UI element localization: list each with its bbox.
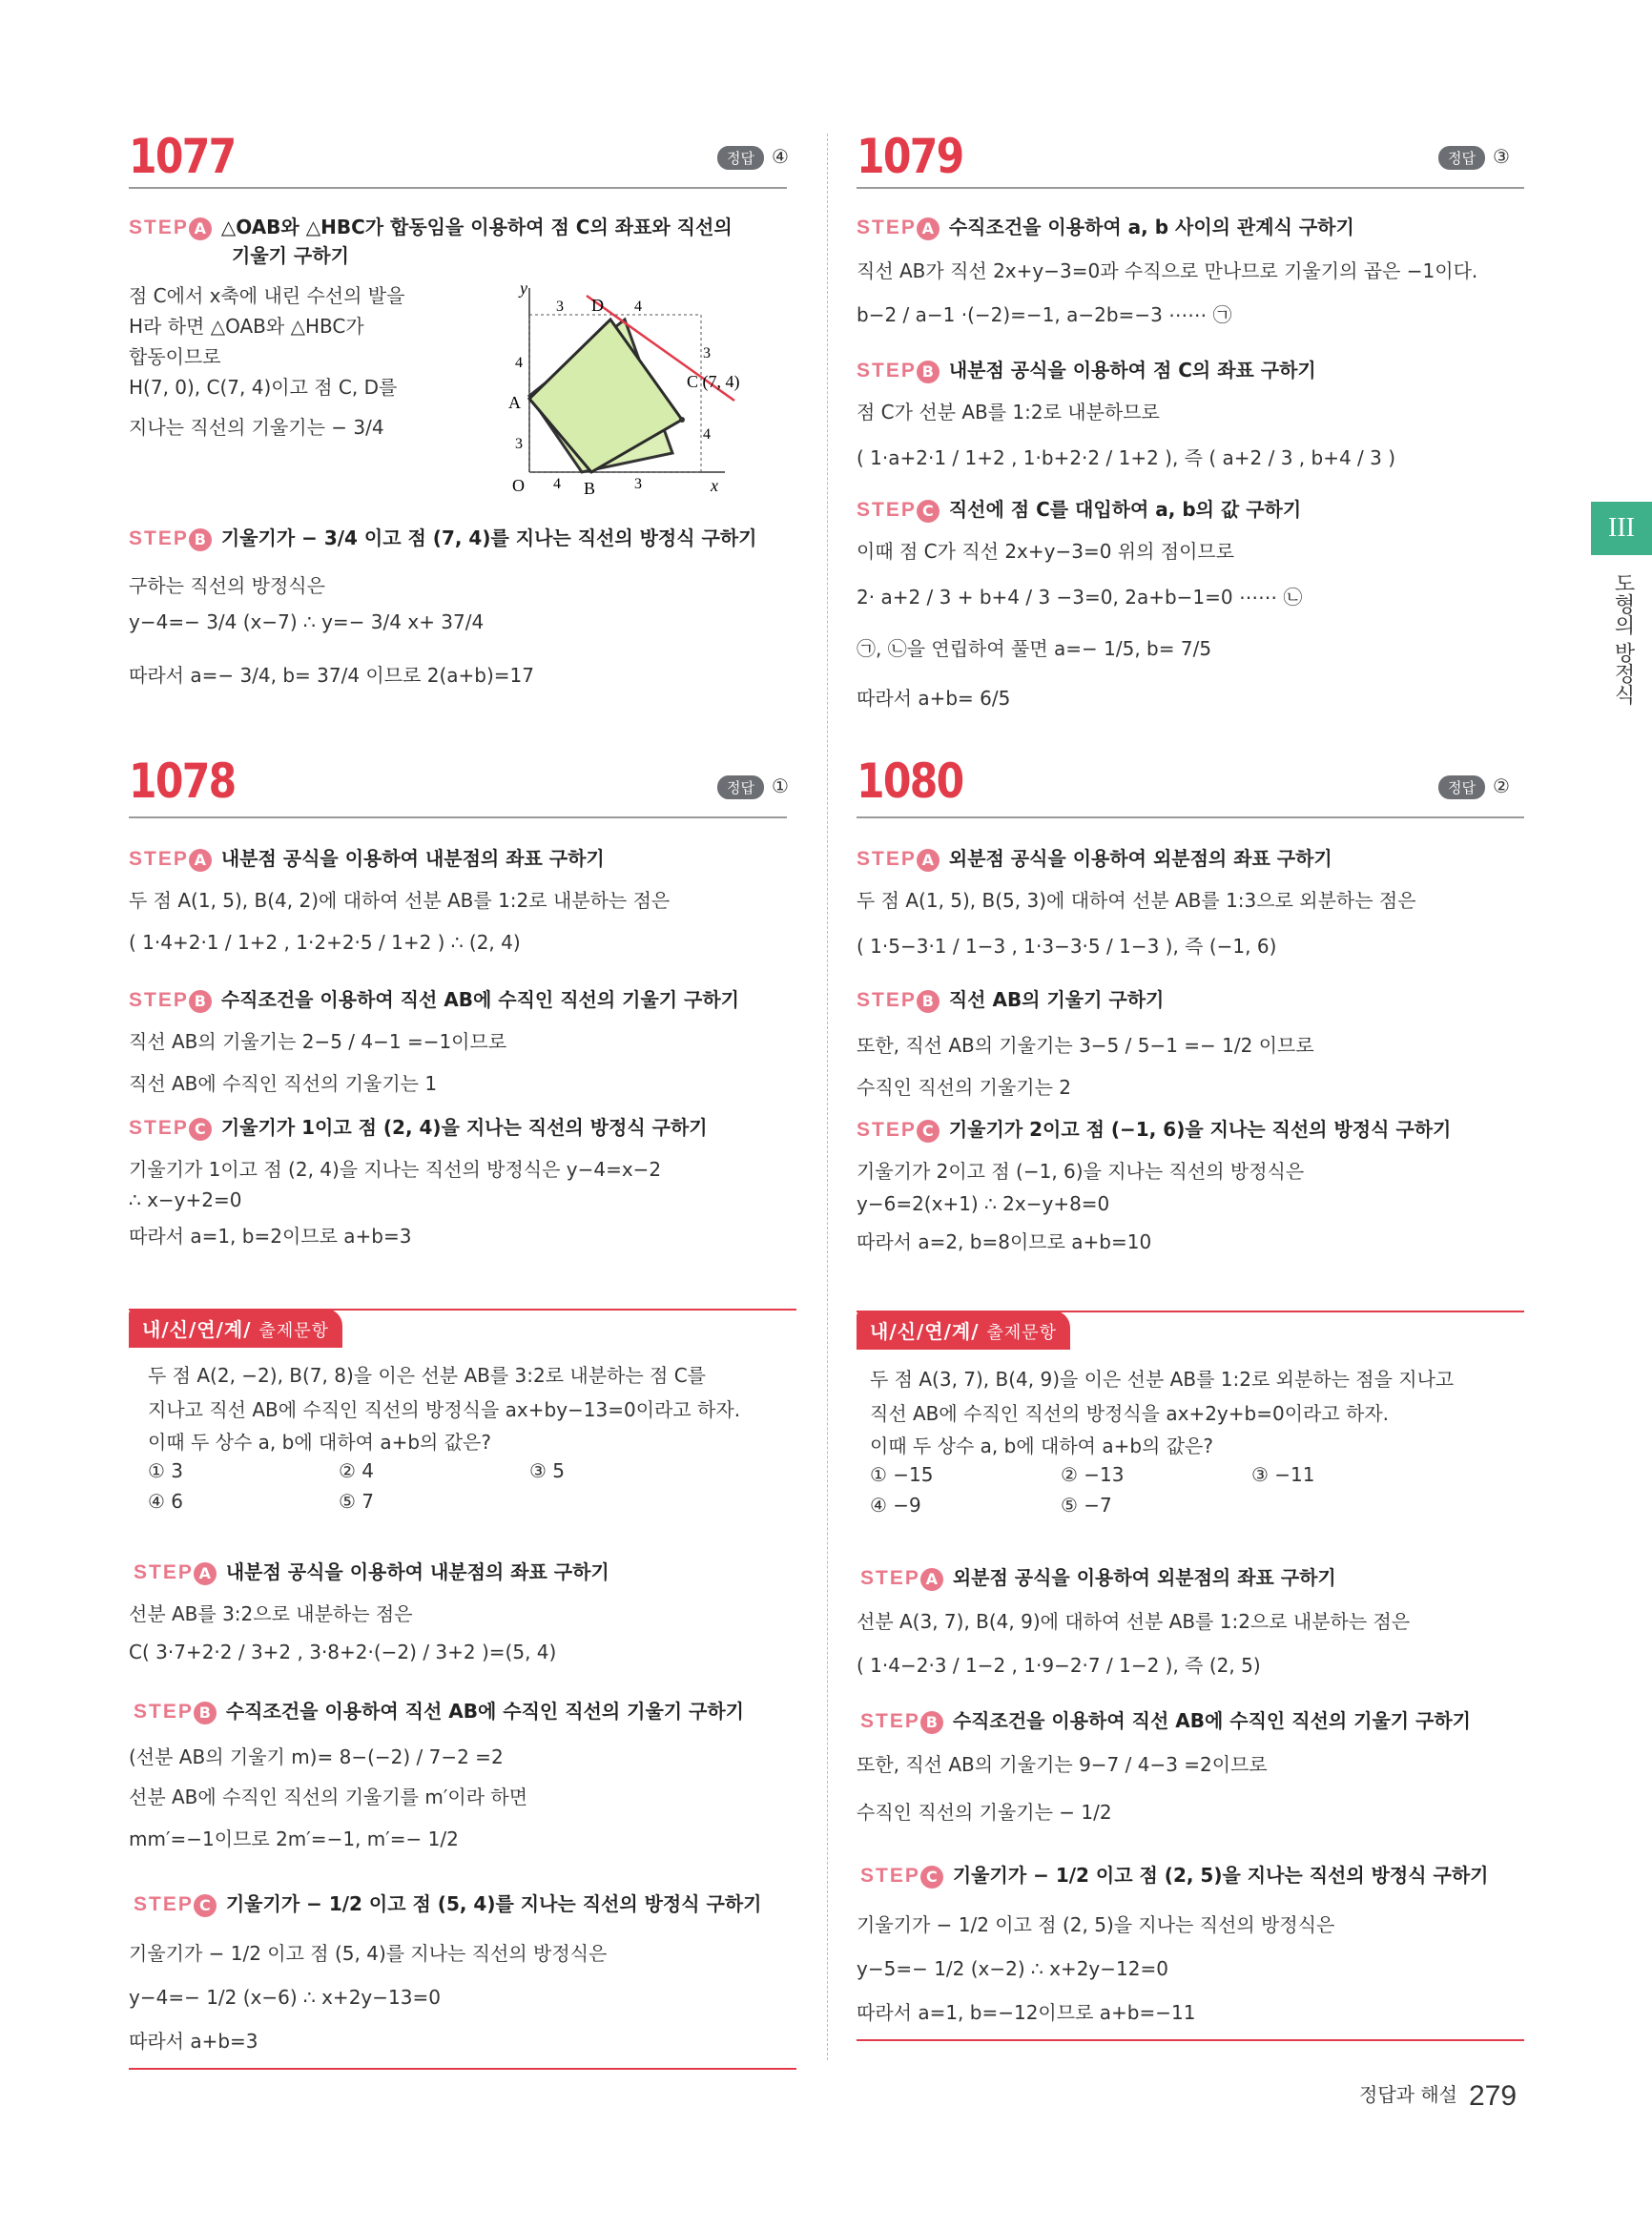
- answer-1079: [1438, 145, 1510, 170]
- column-divider: [827, 134, 829, 2060]
- text-line: 기울기가 2이고 점 (−1, 6)을 지나는 직선의 방정식은: [857, 1160, 1305, 1183]
- text-line: 선분 A(3, 7), B(4, 9)에 대하여 선분 AB를 1:2으로 내분하는 점은: [857, 1610, 1411, 1633]
- text-line: 직선 AB에 수직인 직선의 기울기는 1: [129, 1072, 438, 1095]
- question-line: 이때 두 상수 a, b에 대하여 a+b의 값은?: [148, 1431, 491, 1454]
- answer-1077: [717, 145, 789, 170]
- text-line: 따라서 a+b=3: [129, 2030, 258, 2053]
- answer-value: ①: [771, 774, 789, 797]
- text-line: 따라서 a+b= 6/5: [857, 687, 1011, 710]
- text-line: 기울기가 − 1/2 이고 점 (5, 4)를 지나는 직선의 방정식은: [129, 1942, 608, 1965]
- point-label-b: B: [584, 479, 596, 496]
- text-line: 따라서 a=− 3/4, b= 37/4 이므로 2(a+b)=17: [129, 664, 534, 687]
- question-line: 지나고 직선 AB에 수직인 직선의 방정식을 ax+by−13=0이라고 하자.: [148, 1398, 741, 1421]
- step-c-heading: STEP C 기울기가 1이고 점 (2, 4)을 지나는 직선의 방정식 구하기: [129, 1116, 708, 1139]
- question-line: 두 점 A(3, 7), B(4, 9)을 이은 선분 AB를 1:2로 외분하는 점을 지나고: [870, 1368, 1455, 1391]
- step-b-heading: STEP B 내분점 공식을 이용하여 점 C의 좌표 구하기: [857, 359, 1316, 382]
- text-line: 점 C에서 x축에 내린 수선의 발을: [129, 284, 405, 307]
- equation-line: ( 1·4+2·1 / 1+2 , 1·2+2·5 / 1+2 ) ∴ (2, 4): [129, 931, 521, 954]
- text-line: 점 C가 선분 AB를 1:2로 내분하므로: [857, 401, 1160, 423]
- equation-line: b−2 / a−1 ·(−2)=−1, a−2b=−3 ⋯⋯ ㉠: [857, 303, 1232, 326]
- step-a-heading: STEP A 외분점 공식을 이용하여 외분점의 좌표 구하기: [857, 847, 1332, 870]
- footer-label: 정답과 해설: [1359, 2083, 1457, 2106]
- answer-value: ④: [771, 145, 789, 168]
- equation-line: y−4=− 3/4 (x−7) ∴ y=− 3/4 x+ 37/4: [129, 610, 485, 633]
- equation-line: ( 1·5−3·1 / 1−3 , 1·3−3·5 / 1−3 ), 즉 (−1, 6): [857, 935, 1277, 958]
- equation-line: ㉠, ㉡을 연립하여 풀면 a=− 1/5, b= 7/5: [857, 637, 1212, 660]
- text-line: 수직인 직선의 기울기는 − 1/2: [857, 1801, 1112, 1824]
- divider-red: [129, 2068, 796, 2070]
- page-number: 279: [1468, 2079, 1518, 2112]
- length-label: 3: [634, 476, 642, 492]
- choice: ④ −9: [870, 1494, 921, 1517]
- text-line: 지나는 직선의 기울기는 − 3/4: [129, 416, 384, 439]
- length-label: 3: [515, 436, 523, 452]
- equation-line: y−5=− 1/2 (x−2) ∴ x+2y−12=0: [857, 1957, 1168, 1980]
- step-a-heading: STEP A 외분점 공식을 이용하여 외분점의 좌표 구하기: [860, 1566, 1336, 1589]
- step-c-heading: STEP C 기울기가 − 1/2 이고 점 (5, 4)를 지나는 직선의 방정식 구하기: [134, 1892, 762, 1915]
- page-footer: [1359, 2079, 1517, 2113]
- step-b-heading: STEP B 기울기가 − 3/4 이고 점 (7, 4)를 지나는 직선의 방정식 구하기: [129, 527, 757, 549]
- equation-line: 2· a+2 / 3 + b+4 / 3 −3=0, 2a+b−1=0 ⋯⋯ ㉡: [857, 586, 1303, 609]
- text-line: 기울기가 1이고 점 (2, 4)을 지나는 직선의 방정식은 y−4=x−2: [129, 1158, 662, 1181]
- text-line: 기울기가 − 1/2 이고 점 (2, 5)을 지나는 직선의 방정식은: [857, 1913, 1335, 1936]
- length-label: 4: [553, 476, 561, 492]
- equation-line: ( 1·4−2·3 / 1−2 , 1·9−2·7 / 1−2 ), 즉 (2, 5): [857, 1654, 1261, 1677]
- equation-line: 또한, 직선 AB의 기울기는 9−7 / 4−3 =2이므로: [857, 1753, 1268, 1776]
- text-line: 따라서 a=1, b=2이므로 a+b=3: [129, 1225, 412, 1248]
- related-problem-badge: 내/신/연/계/ 출제문항: [129, 1309, 342, 1348]
- equation-line: y−6=2(x+1) ∴ 2x−y+8=0: [857, 1192, 1110, 1215]
- length-label: 3: [556, 299, 564, 315]
- problem-number-1077: 1077: [129, 129, 236, 184]
- text-line: 따라서 a=2, b=8이므로 a+b=10: [857, 1230, 1152, 1253]
- text-line: 이때 점 C가 직선 2x+y−3=0 위의 점이므로: [857, 540, 1235, 563]
- length-label: 3: [703, 345, 711, 361]
- step-a-heading: STEP A 내분점 공식을 이용하여 내분점의 좌표 구하기: [134, 1560, 609, 1583]
- equation-line: C( 3·7+2·2 / 3+2 , 3·8+2·(−2) / 3+2 )=(5, 4): [129, 1641, 557, 1663]
- text-line: 두 점 A(1, 5), B(4, 2)에 대하여 선분 AB를 1:2로 내분하는 점은: [129, 889, 671, 912]
- choice: ④ 6: [148, 1490, 184, 1513]
- equation-line: mm′=−1이므로 2m′=−1, m′=− 1/2: [129, 1827, 459, 1850]
- step-a-heading: STEP A 수직조건을 이용하여 a, b 사이의 관계식 구하기: [857, 216, 1354, 238]
- step-a-heading: STEP A 내분점 공식을 이용하여 내분점의 좌표 구하기: [129, 847, 605, 870]
- chapter-title: 도형의 방정식: [1611, 572, 1635, 705]
- answer-1080: [1438, 774, 1510, 799]
- figure-square-diagram: [491, 277, 768, 496]
- text-line: 직선 AB가 직선 2x+y−3=0과 수직으로 만나므로 기울기의 곱은 −1이다.: [857, 259, 1478, 282]
- step-c-heading: STEP C 직선에 점 C를 대입하여 a, b의 값 구하기: [857, 498, 1302, 521]
- problem-number-1080: 1080: [857, 754, 963, 809]
- question-line: 직선 AB에 수직인 직선의 방정식을 ax+2y+b=0이라고 하자.: [870, 1402, 1390, 1425]
- choice: ① −15: [870, 1463, 934, 1486]
- step-a-heading: STEP A △OAB와 △HBC가 합동임을 이용하여 점 C의 좌표와 직선의: [129, 216, 733, 238]
- length-label: 4: [634, 299, 642, 315]
- divider: [857, 816, 1524, 818]
- text-line: 직선 AB의 기울기는 2−5 / 4−1 =−1이므로: [129, 1030, 507, 1053]
- text-line: H(7, 0), C(7, 4)이고 점 C, D를: [129, 376, 398, 399]
- question-line: 이때 두 상수 a, b에 대하여 a+b의 값은?: [870, 1435, 1213, 1457]
- step-c-heading: STEP C 기울기가 − 1/2 이고 점 (2, 5)을 지나는 직선의 방정식 구하기: [860, 1864, 1489, 1887]
- step-b-heading: STEP B 수직조건을 이용하여 직선 AB에 수직인 직선의 기울기 구하기: [860, 1709, 1472, 1732]
- text-line: 따라서 a=1, b=−12이므로 a+b=−11: [857, 2001, 1196, 2024]
- problem-number-1079: 1079: [857, 129, 963, 184]
- question-line: 두 점 A(2, −2), B(7, 8)을 이은 선분 AB를 3:2로 내분하는 점 C를: [148, 1364, 706, 1387]
- divider: [129, 816, 787, 818]
- text-line: 선분 AB를 3:2으로 내분하는 점은: [129, 1602, 413, 1625]
- choice: ⑤ −7: [1061, 1494, 1112, 1517]
- chapter-tab: III: [1591, 502, 1652, 555]
- text-line: 수직인 직선의 기울기는 2: [857, 1076, 1071, 1099]
- step-c-heading: STEP C 기울기가 2이고 점 (−1, 6)을 지나는 직선의 방정식 구하기: [857, 1118, 1452, 1141]
- step-b-heading: STEP B 수직조건을 이용하여 직선 AB에 수직인 직선의 기울기 구하기: [129, 988, 740, 1011]
- answer-pill: 정답: [1438, 146, 1485, 170]
- divider: [129, 187, 787, 189]
- answer-pill: 정답: [717, 146, 764, 170]
- length-label: 4: [703, 426, 711, 443]
- text-line: H라 하면 △OAB와 △HBC가: [129, 315, 364, 338]
- text-line: 선분 AB에 수직인 직선의 기울기를 m′이라 하면: [129, 1786, 528, 1808]
- text-line: 또한, 직선 AB의 기울기는 3−5 / 5−1 =− 1/2 이므로: [857, 1034, 1314, 1057]
- choice: ① 3: [148, 1459, 184, 1482]
- point-label-c: C (7, 4): [687, 372, 740, 391]
- divider-red: [857, 2039, 1524, 2041]
- equation-line: (선분 AB의 기울기 m)= 8−(−2) / 7−2 =2: [129, 1745, 504, 1768]
- choice: ② −13: [1061, 1463, 1125, 1486]
- text-line: 두 점 A(1, 5), B(5, 3)에 대하여 선분 AB를 1:3으로 외분하는 점은: [857, 889, 1416, 912]
- choice: ② 4: [339, 1459, 375, 1482]
- related-problem-badge: 내/신/연/계/ 출제문항: [857, 1311, 1070, 1350]
- choice: ③ −11: [1251, 1463, 1315, 1486]
- answer-pill: 정답: [717, 775, 764, 799]
- step-a-heading-cont: 기울기 구하기: [232, 244, 349, 267]
- answer-value: ②: [1492, 774, 1510, 797]
- axis-label-y: y: [520, 279, 527, 298]
- text-line: 구하는 직선의 방정식은: [129, 574, 325, 597]
- equation-line: ∴ x−y+2=0: [129, 1188, 242, 1211]
- answer-value: ③: [1492, 145, 1510, 168]
- equation-line: ( 1·a+2·1 / 1+2 , 1·b+2·2 / 1+2 ), 즉 ( a+2 / 3 , b+4 / 3 ): [857, 446, 1396, 469]
- step-b-heading: STEP B 수직조건을 이용하여 직선 AB에 수직인 직선의 기울기 구하기: [134, 1700, 745, 1723]
- step-b-heading: STEP B 직선 AB의 기울기 구하기: [857, 988, 1165, 1011]
- axis-label-x: x: [711, 476, 718, 495]
- answer-pill: 정답: [1438, 775, 1485, 799]
- point-label-o: O: [512, 476, 525, 495]
- choice: ③ 5: [529, 1459, 566, 1482]
- problem-number-1078: 1078: [129, 754, 236, 809]
- length-label: 4: [515, 355, 523, 371]
- answer-1078: [717, 774, 789, 799]
- point-label-a: A: [508, 393, 521, 412]
- choice: ⑤ 7: [339, 1490, 375, 1513]
- divider: [857, 187, 1524, 189]
- point-label-d: D: [591, 296, 604, 315]
- text-line: 합동이므로: [129, 345, 221, 368]
- equation-line: y−4=− 1/2 (x−6) ∴ x+2y−13=0: [129, 1986, 441, 2009]
